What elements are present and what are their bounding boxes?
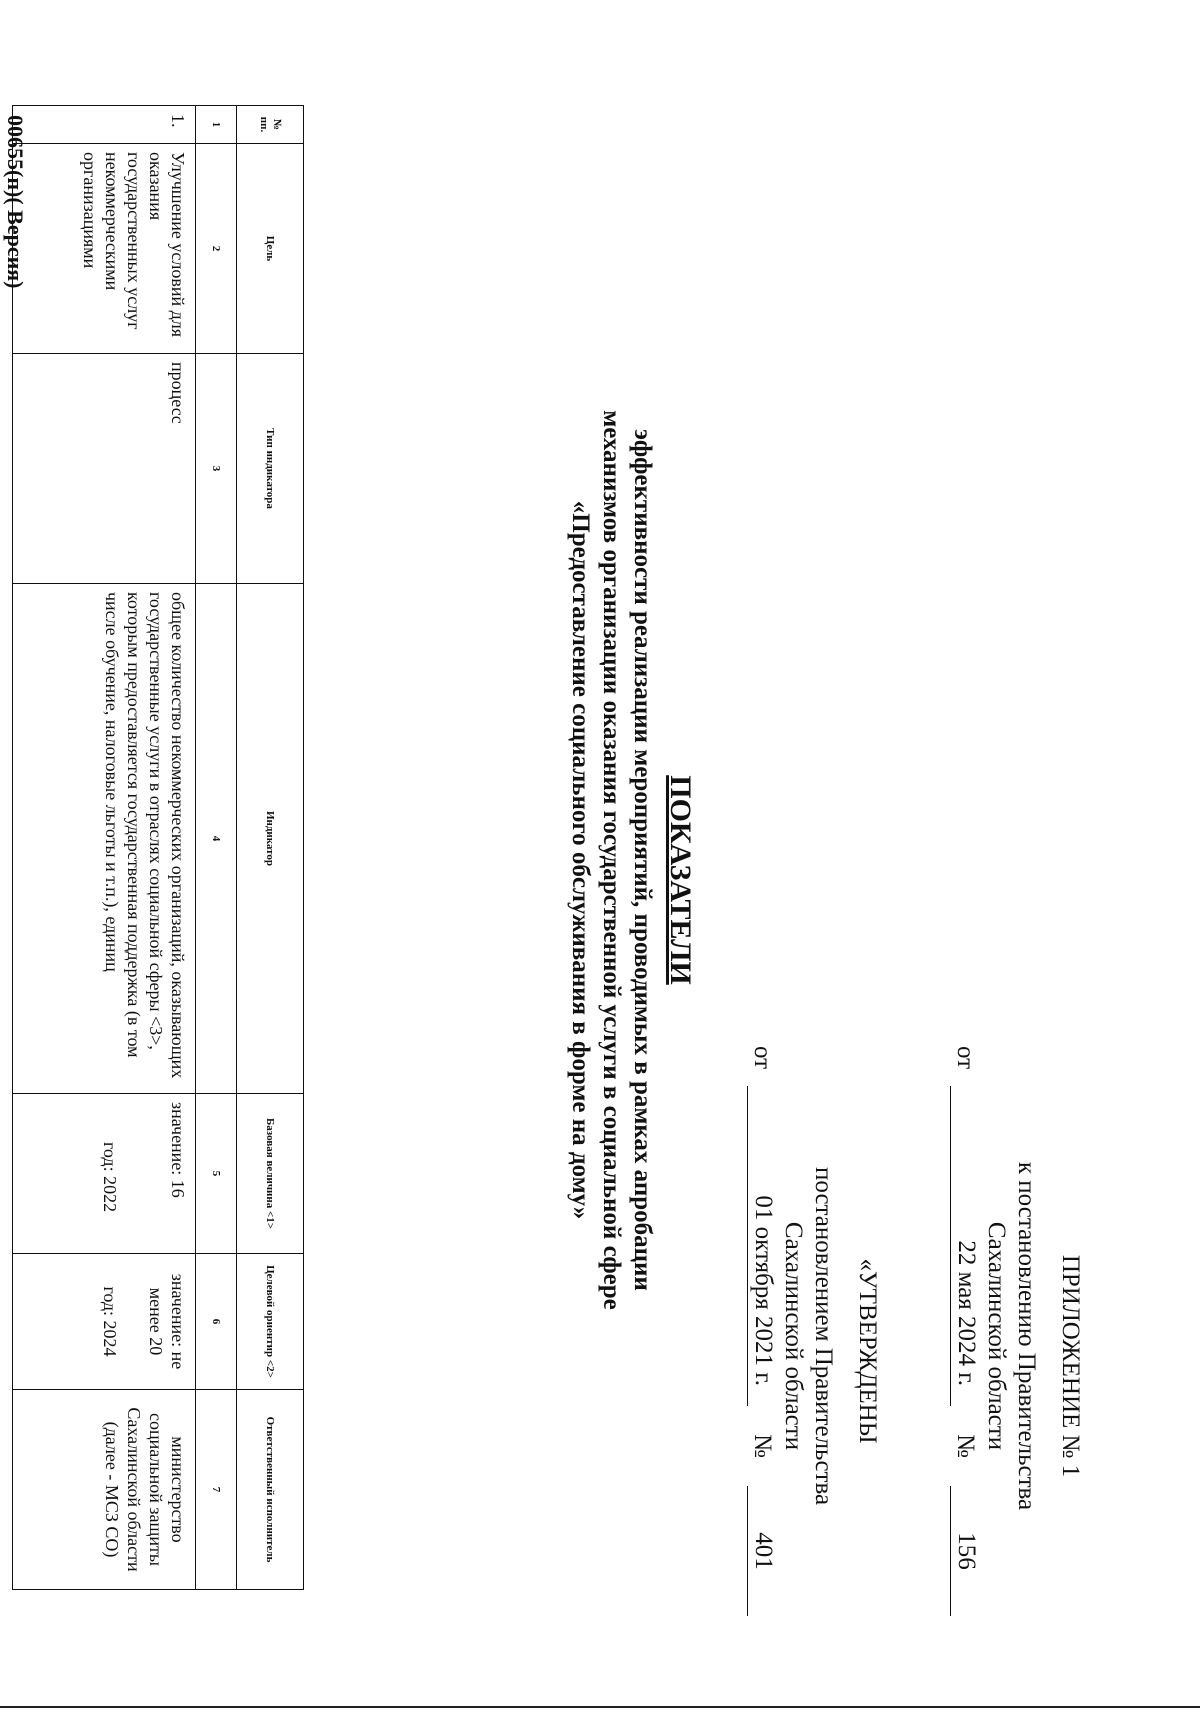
approved-number-label: № — [749, 1434, 776, 1458]
approved-date: 01 октября 2021 г. — [747, 1086, 778, 1406]
approved-line1: постановлением Правительства — [810, 1166, 837, 1506]
heading-title: ПОКАЗАТЕЛИ — [664, 775, 697, 985]
appendix-date: 22 мая 2024 г. — [950, 1086, 981, 1406]
header-goal: Цель — [237, 144, 304, 354]
heading-line1: эффективности реализации мероприятий, проводимых в рамках апробации — [629, 429, 656, 1291]
approved-block — [747, 1046, 882, 1626]
document-heading — [565, 160, 700, 1560]
approved-title: «УТВЕРЖДЕНЫ — [854, 1258, 881, 1444]
header-type: Тип индикатора — [237, 354, 304, 584]
approved-number: 401 — [747, 1486, 778, 1616]
appendix-from-label: от — [952, 1046, 979, 1070]
header-num: № пп. — [237, 106, 304, 144]
approved-date-row — [747, 1046, 778, 1626]
row-base-value-cell — [13, 1094, 196, 1254]
header-executor: Ответственный исполнитель — [237, 1390, 304, 1590]
row-base-value: значение: 16 — [168, 1102, 188, 1198]
row-target-cell — [13, 1254, 196, 1390]
document-code: 00655(п)( Версия) — [3, 115, 28, 289]
appendix-line1: к постановлению Правительства — [1013, 1161, 1040, 1511]
column-number: 1 — [196, 106, 237, 144]
column-number: 4 — [196, 584, 237, 1094]
scan-edge-bottom — [0, 1706, 1200, 1708]
indicators-table — [12, 105, 304, 1590]
approved-line2: Сахалинской области — [780, 1221, 807, 1451]
table-header-row — [237, 106, 304, 1590]
row-goal: Улучшение условий для оказания государственных услуг некоммерческими организациями — [13, 144, 196, 354]
table-row — [13, 106, 196, 1590]
row-target-year: год: 2024 — [100, 1286, 120, 1357]
column-number: 6 — [196, 1254, 237, 1390]
appendix-date-row — [950, 1046, 981, 1626]
appendix-line2: Сахалинской области — [983, 1221, 1010, 1451]
column-number: 7 — [196, 1390, 237, 1590]
appendix-number-label: № — [952, 1434, 979, 1458]
approved-from-label: от — [749, 1046, 776, 1070]
row-target-value: значение: не менее 20 — [146, 1273, 188, 1370]
row-num: 1. — [13, 106, 196, 144]
table-column-numbers-row — [196, 106, 237, 1590]
column-number: 3 — [196, 354, 237, 584]
row-indicator: общее количество некоммерческих организаций, оказывающих государственные услуги в отраслях социальной сферы <3>, которым предоставляется государственная поддержка (в том числе обучение, налоговые льготы и т.п.), единиц — [13, 584, 196, 1094]
column-number: 5 — [196, 1094, 237, 1254]
header-target: Целевой ориентир <2> — [237, 1254, 304, 1390]
heading-line2: механизмов организации оказания государственной услуги в социальной сфере — [598, 410, 625, 1310]
appendix-title: ПРИЛОЖЕНИЕ № 1 — [1057, 1254, 1084, 1478]
header-base-value: Базовая величина <1> — [237, 1094, 304, 1254]
row-base-year: год: 2022 — [100, 1142, 120, 1213]
appendix-block — [950, 1046, 1085, 1626]
row-type: процесс — [13, 354, 196, 584]
heading-line3: «Предоставление социального обслуживания в форме на дому» — [567, 500, 594, 1220]
row-executor: министерство социальной защиты Сахалинской области (далее - МСЗ СО) — [13, 1390, 196, 1590]
column-number: 2 — [196, 144, 237, 354]
appendix-number: 156 — [950, 1486, 981, 1616]
header-indicator: Индикатор — [237, 584, 304, 1094]
